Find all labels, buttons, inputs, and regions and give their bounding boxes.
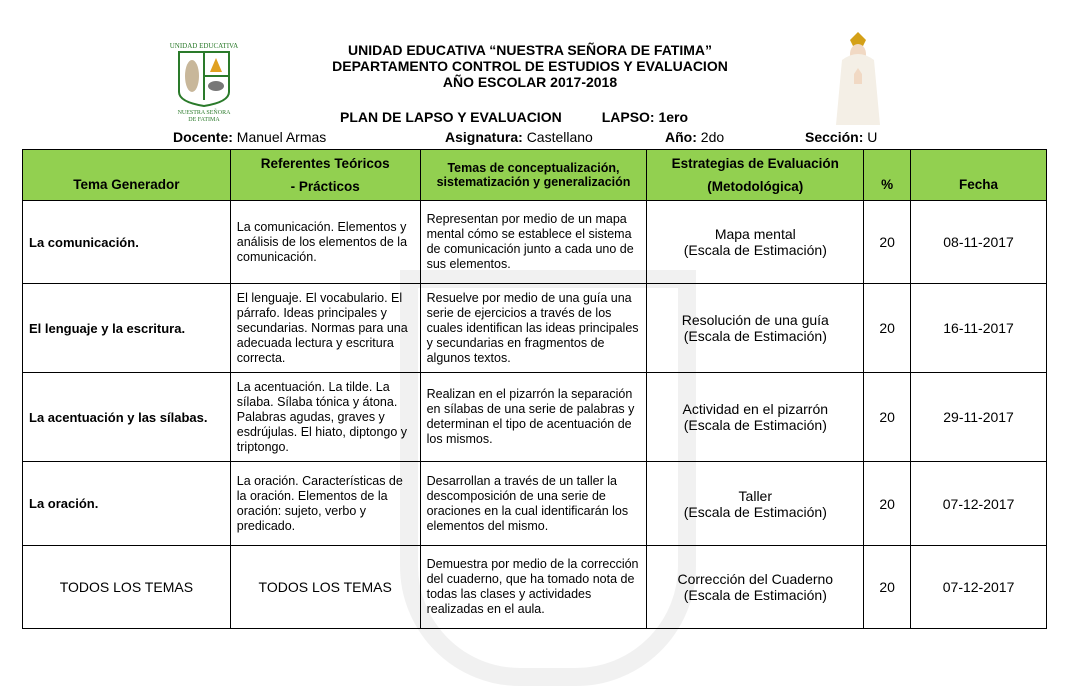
fecha-cell: 07-12-2017 [911, 462, 1047, 546]
estrategia-escala: (Escala de Estimación) [683, 417, 827, 433]
table-row [23, 284, 1047, 373]
anio-label: Año: [665, 129, 697, 145]
svg-text:DE FATIMA: DE FATIMA [188, 117, 220, 122]
seccion-value: U [867, 129, 878, 145]
table-row [23, 462, 1047, 546]
referentes-cell: La oración. Características de la oración. Elementos de la oración: sujeto, verbo y predicado. [230, 462, 420, 546]
referentes-cell: La comunicación. Elementos y análisis de los elementos de la comunicación. [230, 201, 420, 284]
col-estrategias-line1: Estrategias de Evaluación [671, 156, 839, 171]
estrategia-name: Resolución de una guía [681, 312, 829, 328]
fecha-cell: 07-12-2017 [911, 546, 1047, 629]
actividad-cell: Desarrollan a través de un taller la descomposición de una serie de oraciones en la cual identificarán los elementos del mismo. [420, 462, 647, 546]
col-temas-line1: Temas de conceptualización, [447, 161, 620, 175]
seccion-info [805, 129, 877, 145]
estrategia-escala: (Escala de Estimación) [683, 587, 827, 603]
col-temas [420, 150, 647, 201]
plan-label: PLAN DE LAPSO Y EVALUACION [340, 109, 562, 125]
col-fecha: Fecha [911, 150, 1047, 201]
department: DEPARTAMENTO CONTROL DE ESTUDIOS Y EVALUACION [332, 58, 728, 74]
school-year: AÑO ESCOLAR 2017-2018 [442, 74, 618, 90]
pct-cell: 20 [864, 201, 911, 284]
plan-title [340, 109, 688, 125]
svg-text:UNIDAD EDUCATIVA: UNIDAD EDUCATIVA [169, 42, 239, 50]
tema-cell: La oración. [23, 462, 231, 546]
school-name: UNIDAD EDUCATIVA “NUESTRA SEÑORA DE FATIMA” [348, 42, 712, 58]
estrategia-escala: (Escala de Estimación) [683, 242, 827, 258]
estrategia-cell [647, 462, 864, 546]
seccion-label: Sección: [805, 129, 864, 145]
tema-cell: El lenguaje y la escritura. [23, 284, 231, 373]
docente-value: Manuel Armas [236, 129, 327, 145]
asignatura-label: Asignatura: [445, 129, 523, 145]
lapso-label: LAPSO: 1ero [601, 109, 689, 125]
asignatura-value: Castellano [526, 129, 593, 145]
actividad-cell: Resuelve por medio de una guía una serie de ejercicios a través de los cuales identifican las ideas principales y secundarias en fragmentos de algunos textos. [420, 284, 647, 373]
estrategia-cell [647, 284, 864, 373]
estrategia-escala: (Escala de Estimación) [683, 328, 827, 344]
evaluation-plan-table [22, 149, 1047, 629]
estrategia-cell [647, 373, 864, 462]
col-referentes-line2: - Prácticos [290, 179, 360, 194]
asignatura-info [445, 129, 593, 145]
tema-cell: La comunicación. [23, 201, 231, 284]
tema-cell: TODOS LOS TEMAS [23, 546, 231, 629]
anio-info [665, 129, 724, 145]
col-pct: % [864, 150, 911, 201]
actividad-cell: Representan por medio de un mapa mental cómo se establece el sistema de comunicación junto a cada uno de sus elementos. [420, 201, 647, 284]
fecha-cell: 08-11-2017 [911, 201, 1047, 284]
actividad-cell: Realizan en el pizarrón la separación en sílabas de una serie de palabras y determinan el tipo de acentuación de los mismos. [420, 373, 647, 462]
referentes-cell: El lenguaje. El vocabulario. El párrafo. Ideas principales y secundarias. Normas para una adecuada lectura y escritura correcta. [230, 284, 420, 373]
col-temas-line2: sistematización y generalización [436, 175, 631, 189]
table-header-row [23, 150, 1047, 201]
fecha-cell: 16-11-2017 [911, 284, 1047, 373]
col-referentes [230, 150, 420, 201]
estrategia-name: Mapa mental [714, 226, 796, 242]
virgin-fatima-image [828, 30, 888, 125]
col-estrategias [647, 150, 864, 201]
col-estrategias-line2: (Metodológica) [707, 179, 804, 194]
svg-text:NUESTRA SEÑORA: NUESTRA SEÑORA [177, 110, 231, 116]
estrategia-cell [647, 546, 864, 629]
docente-info [173, 129, 326, 145]
col-tema: Tema Generador [23, 150, 231, 201]
referentes-cell: TODOS LOS TEMAS [230, 546, 420, 629]
fecha-cell: 29-11-2017 [911, 373, 1047, 462]
docente-label: Docente: [173, 129, 233, 145]
tema-cell: La acentuación y las sílabas. [23, 373, 231, 462]
table-row [23, 373, 1047, 462]
estrategia-name: Corrección del Cuaderno [677, 571, 834, 587]
col-referentes-line1: Referentes Teóricos [260, 156, 390, 171]
pct-cell: 20 [864, 546, 911, 629]
actividad-cell: Demuestra por medio de la corrección del cuaderno, que ha tomado nota de todas las clases y actividades realizadas en el aula. [420, 546, 647, 629]
estrategia-name: Actividad en el pizarrón [682, 401, 829, 417]
referentes-cell: La acentuación. La tilde. La sílaba. Sílaba tónica y átona. Palabras agudas, graves y esdrújulas. El hiato, diptongo y triptongo. [230, 373, 420, 462]
table-row [23, 201, 1047, 284]
pct-cell: 20 [864, 284, 911, 373]
school-logo [165, 38, 243, 122]
estrategia-name: Taller [738, 487, 773, 504]
estrategia-escala: (Escala de Estimación) [683, 503, 827, 520]
table-row [23, 546, 1047, 629]
pct-cell: 20 [864, 373, 911, 462]
anio-value: 2do [700, 129, 725, 145]
pct-cell: 20 [864, 462, 911, 546]
estrategia-cell [647, 201, 864, 284]
document-header [250, 42, 810, 90]
